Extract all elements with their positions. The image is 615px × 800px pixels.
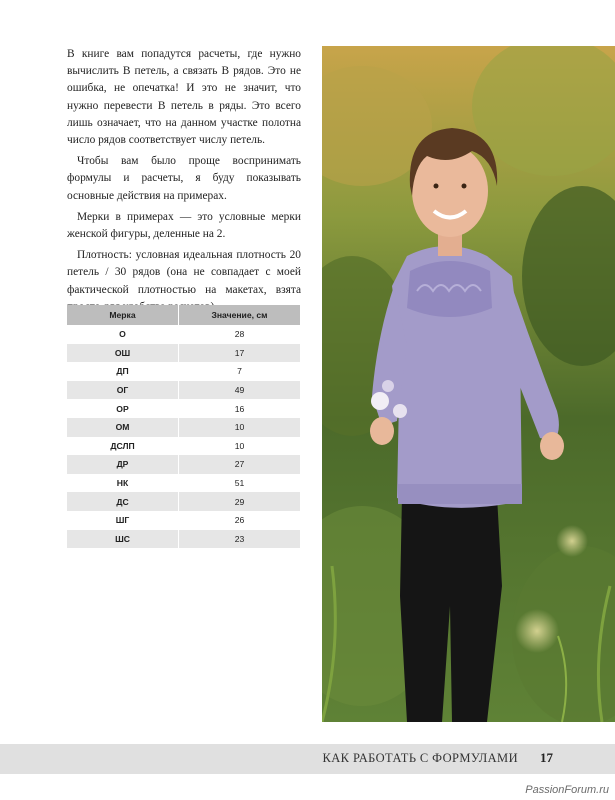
measure-name: ДС xyxy=(67,492,179,511)
measure-name: ОР xyxy=(67,399,179,418)
paragraph: Мерки в примерах — это условные мерки женской фигуры, деленные на 2. xyxy=(67,210,301,241)
table-row xyxy=(67,437,301,456)
paragraph: В книге вам попадутся расчеты, где нужно вычислить В петель, а связать В рядов. Это не ошибка, не опечатка! И это не значит, что нужно перевести В петель в ряды. Это всего лишь означает, что на данном участке полотна число рядов соответствует числу петель. xyxy=(67,48,301,147)
measure-value: 16 xyxy=(179,399,301,418)
table-row xyxy=(67,362,301,381)
paragraph: Чтобы вам было проще воспринимать формулы и расчеты, я буду показывать основные действия на примерах. xyxy=(67,155,301,202)
table-row xyxy=(67,344,301,363)
measure-name: ДП xyxy=(67,362,179,381)
measure-value: 49 xyxy=(179,381,301,400)
measure-value: 51 xyxy=(179,474,301,493)
column-header-value: Значение, см xyxy=(179,305,301,325)
measure-name: ОШ xyxy=(67,344,179,363)
measure-name: ОГ xyxy=(67,381,179,400)
measure-value: 10 xyxy=(179,418,301,437)
measure-name: ШГ xyxy=(67,511,179,530)
column-header-measure: Мерка xyxy=(67,305,179,325)
measure-value: 28 xyxy=(179,325,301,344)
measure-value: 27 xyxy=(179,455,301,474)
table-row xyxy=(67,530,301,549)
table-row xyxy=(67,418,301,437)
body-text xyxy=(67,46,301,316)
chapter-title: КАК РАБОТАТЬ С ФОРМУЛАМИ xyxy=(322,751,518,765)
measurements-table xyxy=(67,305,301,548)
footer-band xyxy=(0,744,615,774)
photo-girl-in-sweater xyxy=(322,46,615,722)
measure-value: 10 xyxy=(179,437,301,456)
measure-value: 23 xyxy=(179,530,301,549)
table-row xyxy=(67,381,301,400)
measure-name: О xyxy=(67,325,179,344)
measure-name: ДР xyxy=(67,455,179,474)
measure-value: 17 xyxy=(179,344,301,363)
measure-name: ДСЛП xyxy=(67,437,179,456)
measure-name: ШС xyxy=(67,530,179,549)
table-row xyxy=(67,399,301,418)
measure-value: 26 xyxy=(179,511,301,530)
page-number: 17 xyxy=(540,750,553,765)
photo-illustration xyxy=(322,46,615,722)
table-row xyxy=(67,455,301,474)
paragraph: Плотность: условная идеальная плотность 20 петель / 30 рядов (она не совпадает с моей фактической плотностью на макетах, взята xyxy=(67,249,301,296)
table-row xyxy=(67,325,301,344)
table-row xyxy=(67,511,301,530)
table-row xyxy=(67,474,301,493)
table-header-row xyxy=(67,305,301,325)
measure-name: ОМ xyxy=(67,418,179,437)
measure-value: 7 xyxy=(179,362,301,381)
measure-value: 29 xyxy=(179,492,301,511)
watermark: PassionForum.ru xyxy=(525,784,609,796)
table-row xyxy=(67,492,301,511)
measure-name: НК xyxy=(67,474,179,493)
